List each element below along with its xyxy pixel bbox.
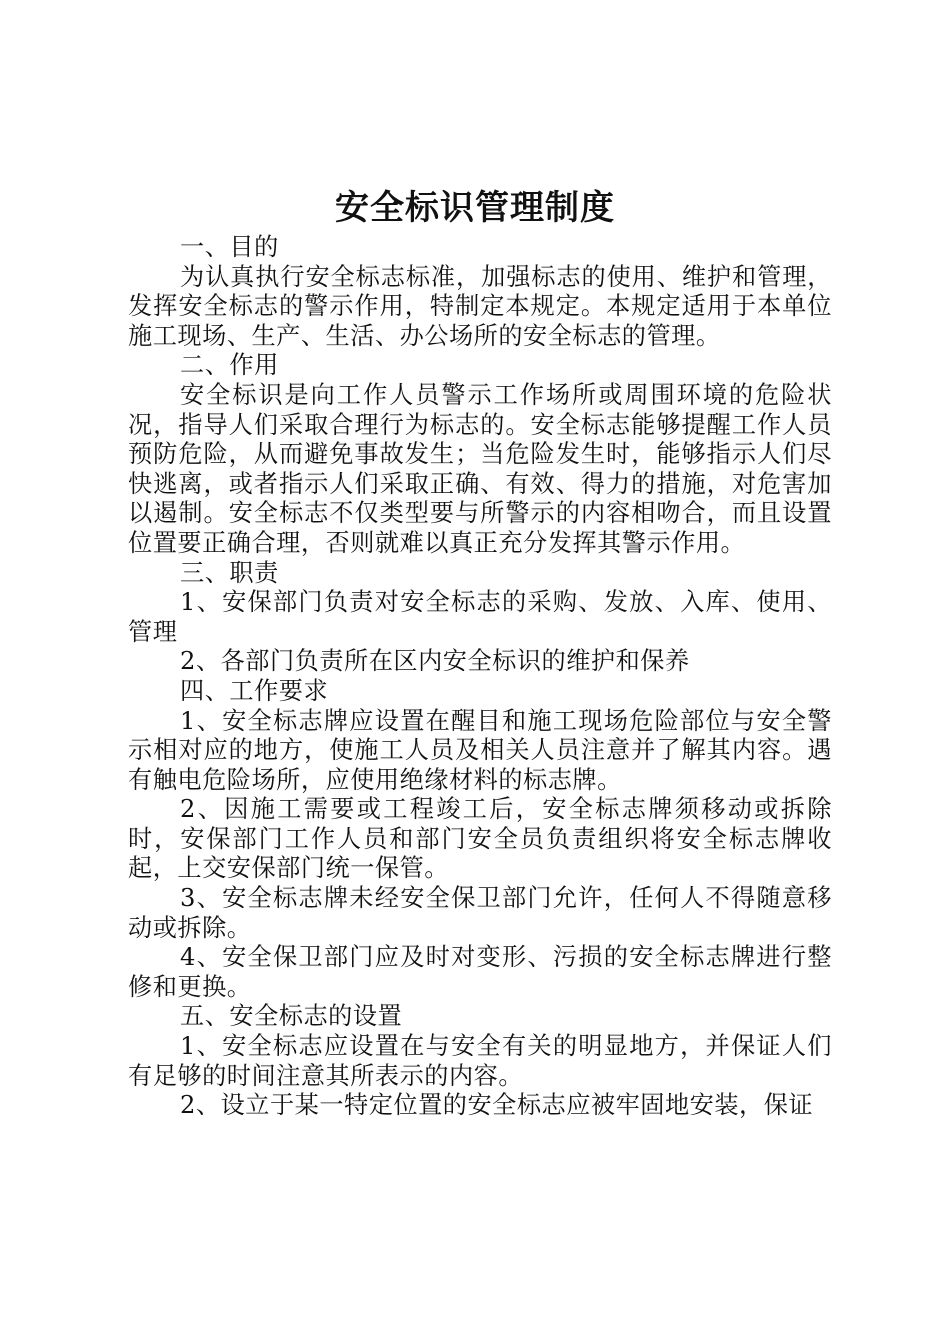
section-heading-duties: 三、职责 [180,558,279,587]
duty-item-2: 2、各部门负责所在区内安全标识的维护和保养 [180,647,690,676]
document-body [128,233,832,1121]
placement-item-2: 2、设立于某一特定位置的安全标志应被牢固地安装，保证 [180,1091,814,1120]
requirement-item-3: 3、安全标志牌未经安全保卫部门允许，任何人不得随意移动或拆除。 [128,884,832,942]
paragraph-purpose: 为认真执行安全标志标准，加强标志的使用、维护和管理，发挥安全标志的警示作用，特制定本规定。本规定适用于本单位施工现场、生产、生活、办公场所的安全标志的管理。 [128,262,832,350]
section-heading-purpose: 一、目的 [180,233,279,261]
requirement-item-1: 1、安全标志牌应设置在醒目和施工现场危险部位与安全警示相对应的地方，使施工人员及相关人员注意并了解其内容。遇有触电危险场所，应使用绝缘材料的标志牌。 [128,706,832,794]
paragraph-function: 安全标识是向工作人员警示工作场所或周围环境的危险状况，指导人们采取合理行为标志的。安全标志能够提醒工作人员预防危险，从而避免事故发生；当危险发生时，能够指示人们尽快逃离，或者指示人们采取正确、有效、得力的措施，对危害加以遏制。安全标志不仅类型要与所警示的内容相吻合，而且设置位置要正确合理，否则就难以真正充分发挥其警示作用。 [128,380,832,557]
placement-item-1: 1、安全标志应设置在与安全有关的明显地方，并保证人们有足够的时间注意其所表示的内容。 [128,1032,832,1090]
requirement-item-2: 2、因施工需要或工程竣工后，安全标志牌须移动或拆除时，安保部门工作人员和部门安全员负责组织将安全标志牌收起，上交安保部门统一保管。 [128,795,832,883]
section-heading-placement: 五、安全标志的设置 [180,1002,403,1031]
section-heading-function: 二、作用 [180,351,279,380]
section-heading-requirements: 四、工作要求 [180,676,329,705]
document-title: 安全标识管理制度 [335,188,615,228]
requirement-item-4: 4、安全保卫部门应及时对变形、污损的安全标志牌进行整修和更换。 [128,943,832,1001]
duty-item-1: 1、安保部门负责对安全标志的采购、发放、入库、使用、管理 [128,588,832,646]
